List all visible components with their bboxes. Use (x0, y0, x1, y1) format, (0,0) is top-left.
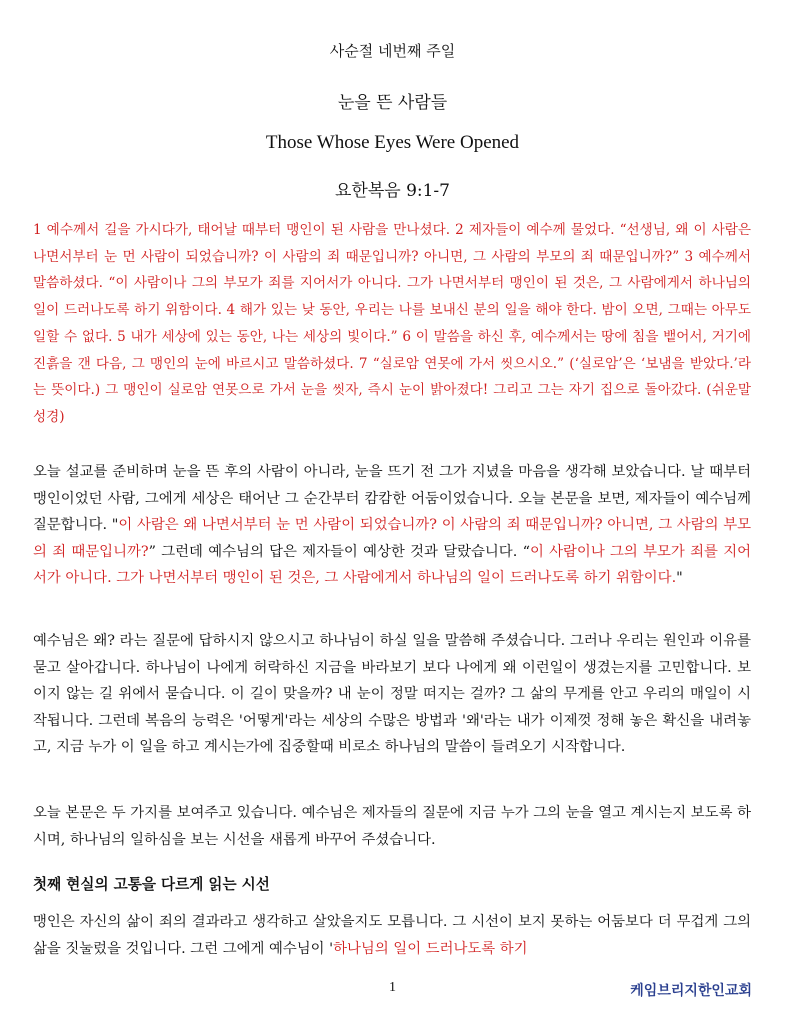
page-number: 1 (389, 980, 396, 995)
paragraph-4-text: 맹인은 자신의 삶이 죄의 결과라고 생각하고 살았을지도 모릅니다. 그 시선이 보지 못하는 어둠보다 더 무겁게 그의 삶을 짓눌렀을 것입니다. 그런 그에게 예수님이 ' (33, 914, 751, 957)
paragraph-4-quote: 하나님의 일이 드러나도록 하기 (333, 940, 528, 957)
scripture-reference: 요한복음 9:1-7 (334, 181, 450, 201)
paragraph-1-middle: ” 그런데 예수님의 답은 제자들이 예상한 것과 달랐습니다. “ (148, 543, 530, 560)
church-name: 케임브리지한인교회 (630, 983, 752, 999)
sermon-occasion: 사순절 네번째 주일 (329, 42, 456, 60)
paragraph-1-quote-1: 이 사람은 왜 나면서부터 눈 먼 사람이 되었습니까? 이 사람의 죄 때문입니까? 아니면, 그 사람의 부모의 죄 때문입니까? (33, 517, 751, 560)
paragraph-1-end: " (676, 570, 683, 586)
paragraph-3: 오늘 본문은 두 가지를 보여주고 있습니다. 예수님은 제자들의 질문에 지금 누가 그의 눈을 열고 계시는지 보도록 하시며, 하나님의 일하심을 보는 시선을 새롭게 바꾸어 주셨습니다. (33, 805, 751, 848)
paragraph-1-quote-2: 이 사람이나 그의 부모가 죄를 지어서가 아니다. 그가 나면서부터 맹인이 된 것은, 그 사람에게서 하나님의 일이 드러나도록 하기 위함이다. (33, 543, 751, 586)
scripture-passage: 1 예수께서 길을 가시다가, 태어날 때부터 맹인이 된 사람을 만나셨다. 2 제자들이 예수께 물었다. “선생님, 왜 이 사람은 나면서부터 눈 먼 사람이 되었습니까? 이 사람의 죄 때문입니까? 아니면, 그 사람의 부모의 죄 때문입니까?” 3 예수께서 말씀하셨다. “이 사람이나 그의 부모가 죄를 지어서가 아니다. 그가 나면서부터 맹인이 된 것은, 그 사람에게서 하나님의 일이 드러나도록 하기 위함이다. 4 해가 있는 낮 동안, 우리는 나를 보내신 분의 일을 해야 한다. 밤이 오면, 그때는 아무도 일할 수 없다. 5 내가 세상에 있는 동안, 나는 세상의 빛이다.” 6 이 말씀을 하신 후, 예수께서는 땅에 침을 뱉어서, 거기에 진흙을 갠 다음, 그 맹인의 눈에 바르시고 말씀하셨다. 7 “실로암 연못에 가서 씻으시오.” (‘실로암’은 ‘보냄을 받았다.’라는 뜻이다.) 그 맹인이 실로암 연못으로 가서 눈을 씻자, 즉시 눈이 밝아졌다! 그리고 그는 자기 집으로 돌아갔다. (쉬운말 성경) (33, 222, 751, 425)
sermon-title-korean: 눈을 뜬 사람들 (337, 93, 448, 113)
sermon-title-english: Those Whose Eyes Were Opened (265, 132, 520, 153)
paragraph-1 (33, 459, 751, 592)
section-heading: 첫째 현실의 고통을 다르게 읽는 시선 (33, 876, 270, 893)
paragraph-4 (33, 909, 751, 962)
paragraph-1-intro: 오늘 설교를 준비하며 눈을 뜬 후의 사람이 아니라, 눈을 뜨기 전 그가 지녔을 마음을 생각해 보았습니다. 날 때부터 맹인이었던 사람, 그에게 세상은 태어난 그 순간부터 캄캄한 어둠이었습니다. 오늘 본문을 보면, 제자들이 예수님께 질문합니다. " (33, 464, 751, 533)
paragraph-2: 예수님은 왜? 라는 질문에 답하시지 않으시고 하나님이 하실 일을 말씀해 주셨습니다. 그러나 우리는 원인과 이유를 묻고 살아갑니다. 하나님이 나에게 허락하신 지금을 바라보기 보다 나에게 왜 이런일이 생겼는지를 고민합니다. 보이지 않는 길 위에서 묻습니다. 이 길이 맞을까? 내 눈이 정말 떠지는 걸까? 그 삶의 무게를 안고 우리의 매일이 시작됩니다. 그런데 복음의 능력은 '어떻게'라는 세상의 수많은 방법과 '왜'라는 내가 이제껏 정해 놓은 확신을 내려놓고, 지금 누가 이 일을 하고 계시는가에 집중할때 비로소 하나님의 말씀이 들려오기 시작합니다. (33, 633, 751, 755)
